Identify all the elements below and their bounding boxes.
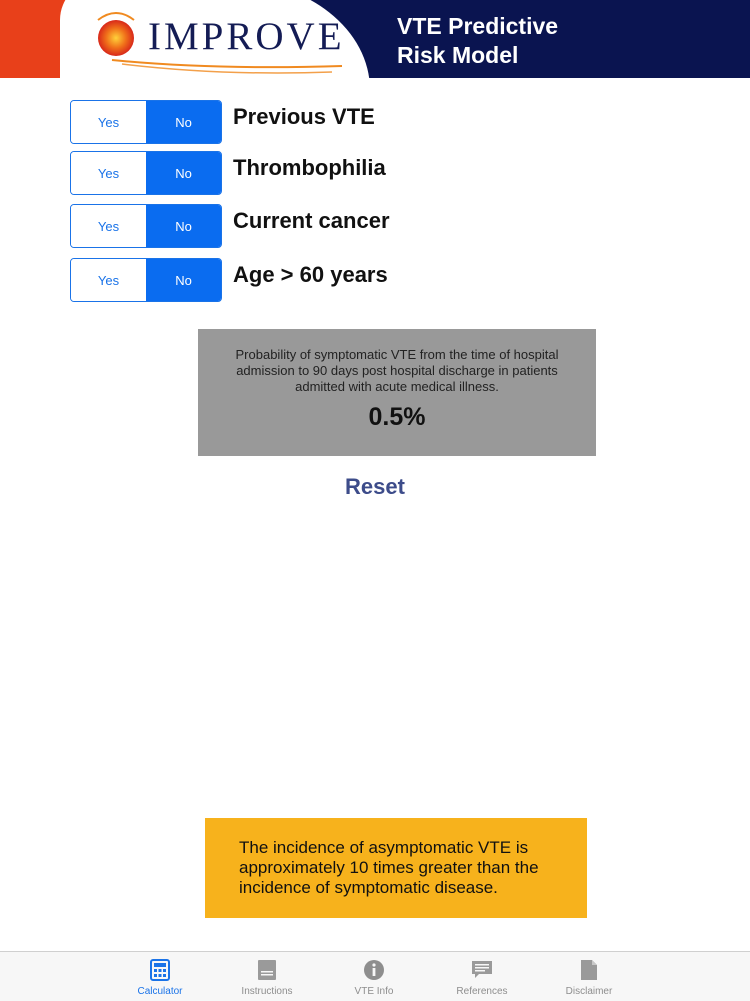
tab-disclaimer[interactable] [534, 952, 644, 1001]
calculator-icon [149, 959, 171, 981]
info-note [205, 818, 587, 918]
tab-instructions[interactable] [212, 952, 322, 1001]
factor-label: Age > 60 years [233, 262, 388, 287]
factor-label: Thrombophilia [233, 155, 386, 180]
tab-vte-info[interactable] [319, 952, 429, 1001]
info-icon [363, 959, 385, 981]
result-probability: 0.5% [368, 403, 426, 431]
yes-option[interactable]: Yes [71, 101, 146, 143]
factor-row-current-cancer [70, 204, 670, 248]
factor-row-thrombophilia [70, 151, 670, 195]
factor-label: Current cancer [233, 208, 390, 233]
tab-label: References [456, 986, 508, 997]
yes-no-toggle[interactable] [70, 100, 222, 144]
tab-label: VTE Info [354, 986, 394, 997]
factor-label: Previous VTE [233, 104, 375, 129]
reset-button[interactable]: Reset [345, 474, 405, 499]
page-icon [578, 959, 600, 981]
tab-references[interactable] [427, 952, 537, 1001]
result-description: Probability of symptomatic VTE from the time of hospital admission to 90 days post hospital discharge in patients admitted with acute medical illness. [235, 347, 559, 394]
yes-no-toggle[interactable] [70, 151, 222, 195]
logo-text: IMPROVE [148, 15, 345, 58]
header-title-line2: Risk Model [397, 42, 519, 68]
info-note-text: The incidence of asymptomatic VTE is approximately 10 times greater than the incidence of symptomatic disease. [239, 838, 539, 897]
yes-option[interactable]: Yes [71, 152, 146, 194]
no-option[interactable]: No [146, 259, 221, 301]
header-title-line1: VTE Predictive [397, 13, 559, 39]
no-option[interactable]: No [146, 101, 221, 143]
yes-option[interactable]: Yes [71, 259, 146, 301]
tab-label: Calculator [137, 986, 183, 997]
tab-bar [0, 951, 750, 1001]
tab-label: Disclaimer [565, 986, 613, 997]
app-header [0, 0, 750, 78]
no-option[interactable]: No [146, 152, 221, 194]
header-title [397, 12, 558, 70]
factor-row-previous-vte [70, 100, 670, 144]
no-option[interactable]: No [146, 205, 221, 247]
document-icon [256, 959, 278, 981]
yes-no-toggle[interactable] [70, 204, 222, 248]
factor-row-age [70, 258, 670, 302]
tab-calculator[interactable] [105, 952, 215, 1001]
result-box [198, 329, 596, 456]
yes-option[interactable]: Yes [71, 205, 146, 247]
yes-no-toggle[interactable] [70, 258, 222, 302]
chat-icon [471, 959, 493, 981]
tab-label: Instructions [241, 986, 293, 997]
